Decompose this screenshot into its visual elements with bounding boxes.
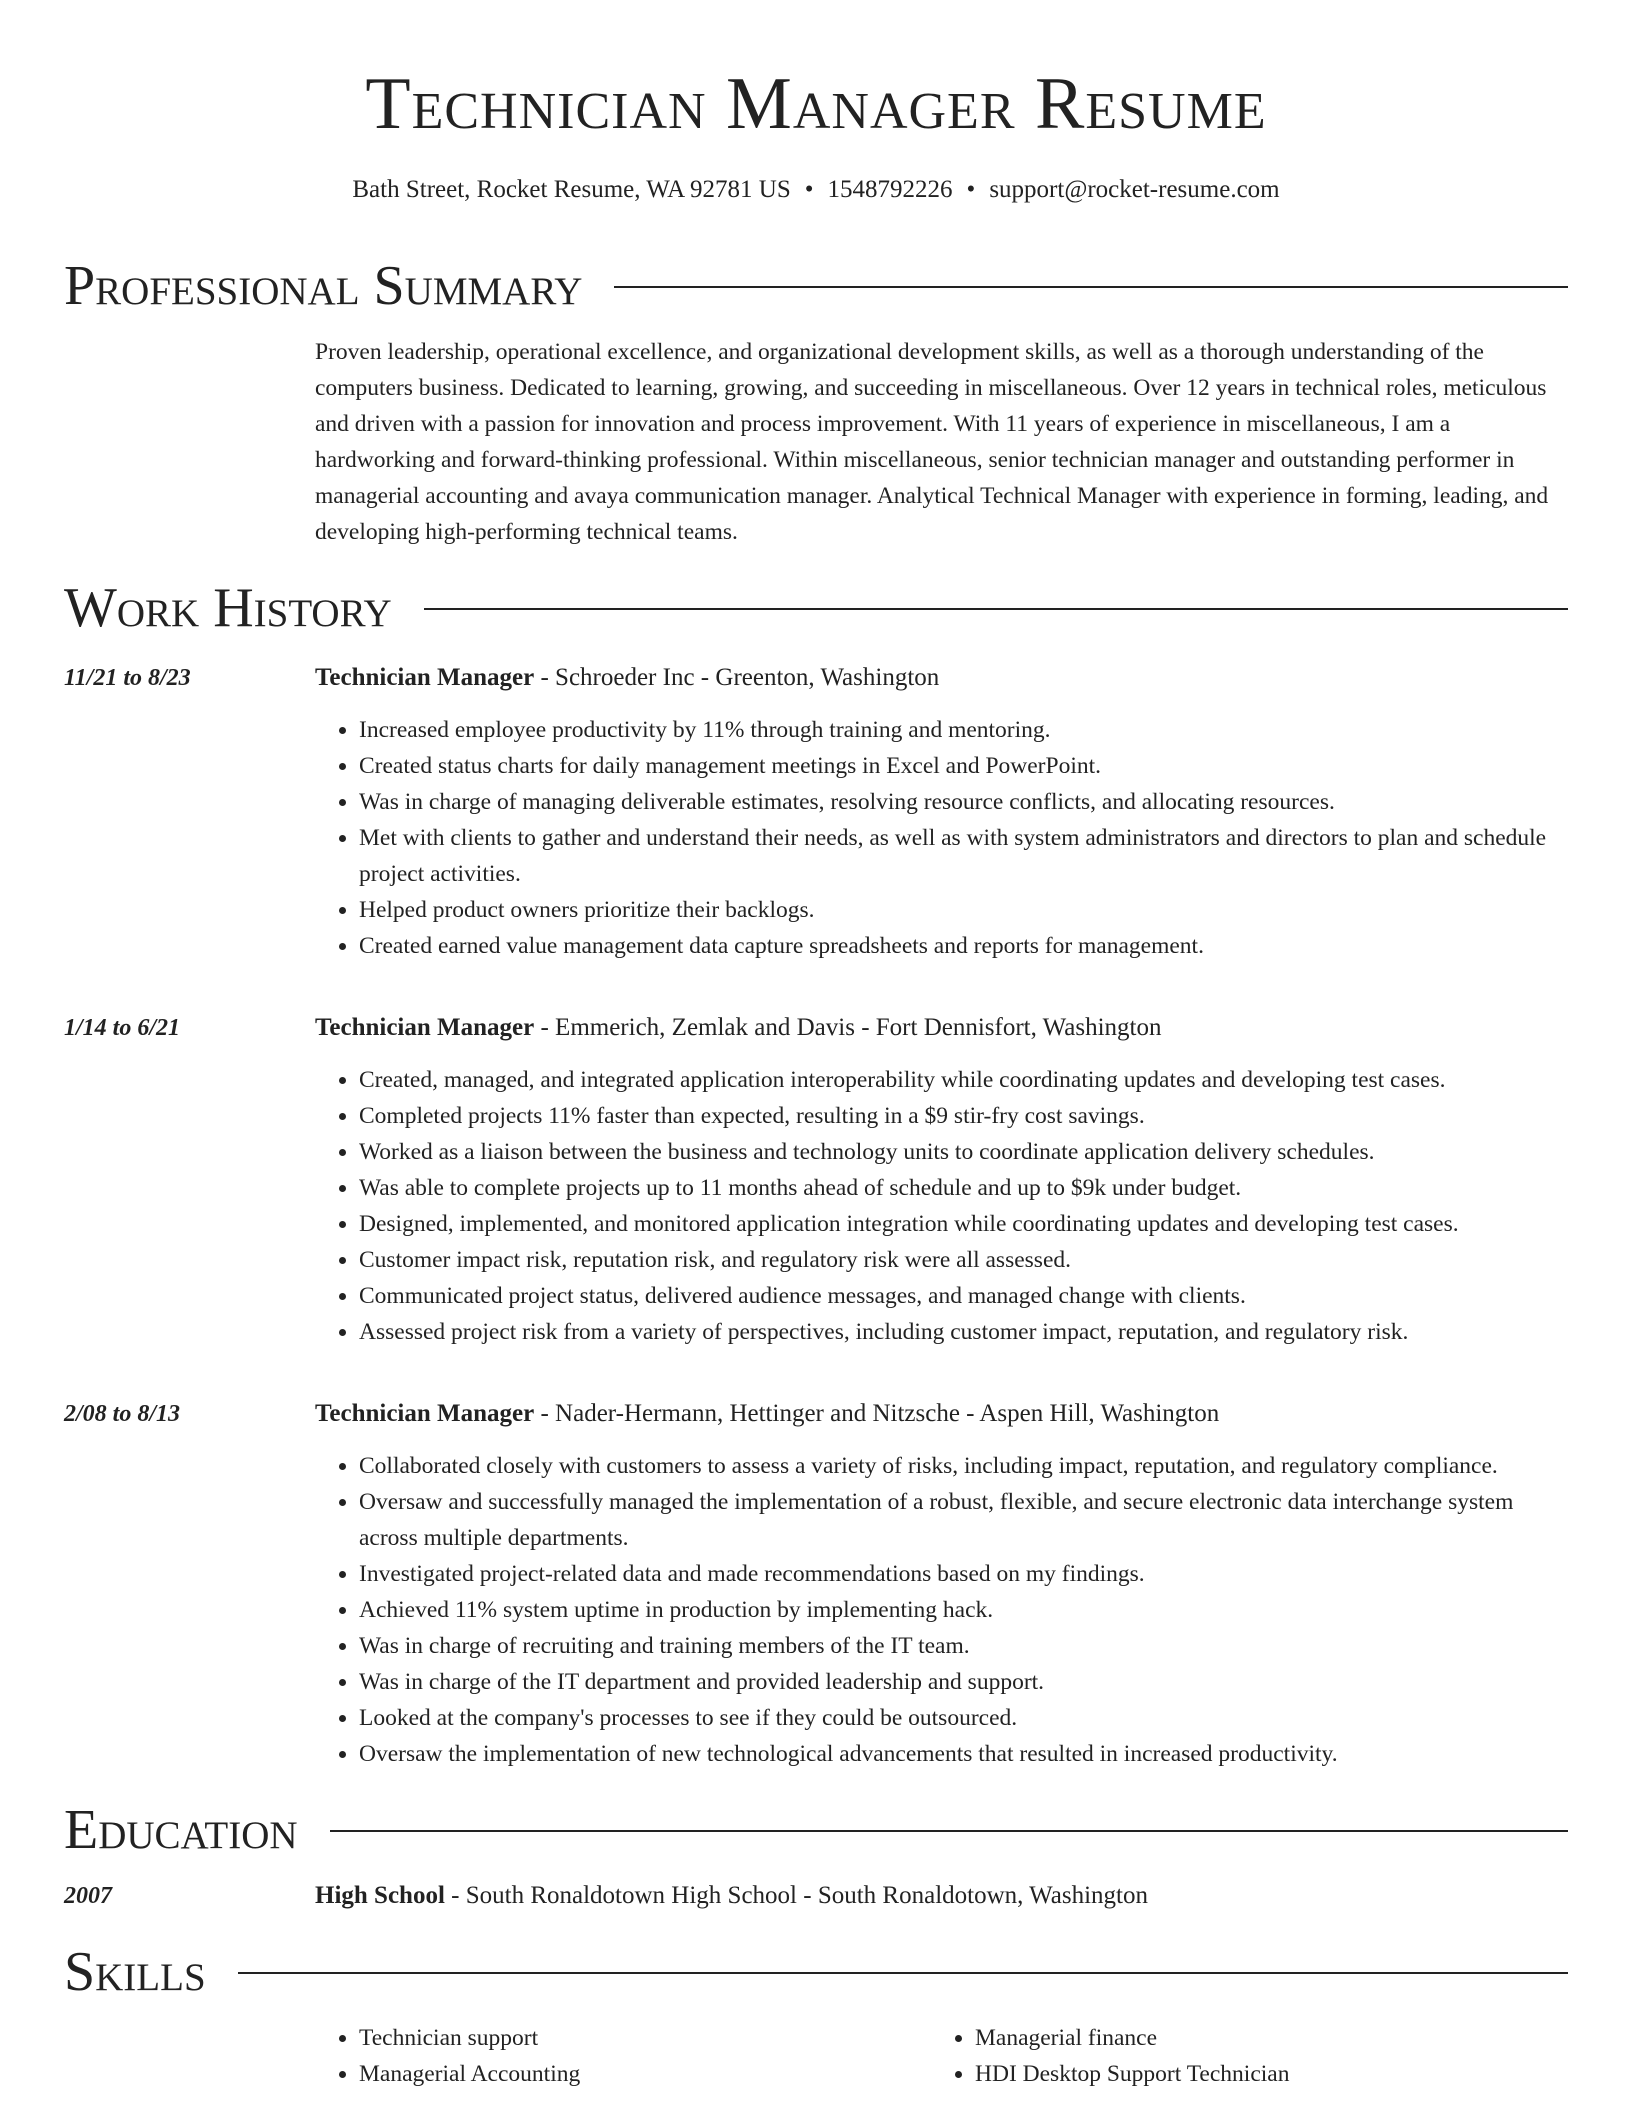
job-title: Technician Manager bbox=[315, 1400, 535, 1427]
job-bullet: • Created earned value management data capture spreadsheets and reports for management. bbox=[359, 928, 1568, 964]
skills-list bbox=[315, 2020, 1568, 2092]
section-divider bbox=[424, 608, 1568, 610]
education-details: - South Ronaldotown High School - South Ronaldotown, Washington bbox=[444, 1882, 1148, 1909]
job-details: - Nader-Hermann, Hettinger and Nitzsche - Aspen Hill, Washington bbox=[534, 1400, 1220, 1427]
skill-item: • Managerial Accounting bbox=[359, 2056, 931, 2092]
job-bullets bbox=[315, 1062, 1568, 1350]
job-entry bbox=[64, 1396, 1568, 1772]
job-title: Technician Manager bbox=[315, 1014, 535, 1041]
contact-address: Bath Street, Rocket Resume, WA 92781 US bbox=[352, 176, 791, 203]
contact-separator: • bbox=[966, 176, 976, 203]
education-section-header bbox=[64, 1800, 1568, 1860]
skills-section-header bbox=[64, 1942, 1568, 2002]
skills-heading: Skills bbox=[64, 1941, 206, 2003]
job-bullet: • Increased employee productivity by 11% through training and mentoring. bbox=[359, 712, 1568, 748]
skill-item: • Technician support bbox=[359, 2020, 931, 2056]
job-bullet: • Completed projects 11% faster than expected, resulting in a $9 stir-fry cost savings. bbox=[359, 1098, 1568, 1134]
skills-column-left bbox=[315, 2020, 931, 2092]
contact-line bbox=[64, 174, 1568, 206]
job-bullet: • Was in charge of the IT department and provided leadership and support. bbox=[359, 1664, 1568, 1700]
job-bullet: • Assessed project risk from a variety of perspectives, including customer impact, reputation, and regulatory risk. bbox=[359, 1314, 1568, 1350]
job-bullet: • Designed, implemented, and monitored application integration while coordinating updates and developing test cases. bbox=[359, 1206, 1568, 1242]
contact-email: support@rocket-resume.com bbox=[989, 176, 1280, 203]
summary-text: Proven leadership, operational excellence, and organizational development skills, as well as a thorough understanding of the computers business. Dedicated to learning, growing, and succeeding in miscellaneous. Over 12 years in technical roles, meticulous and driven with a passion for innovation and process improvement. With 11 years of experience in miscellaneous, I am a hardworking and forward-thinking professional. Within miscellaneous, senior technician manager and outstanding performer in managerial accounting and avaya communication manager. Analytical Technical Manager with experience in forming, leading, and developing high-performing technical teams. bbox=[315, 339, 1549, 545]
job-bullet: • Was in charge of managing deliverable estimates, resolving resource conflicts, and allocating resources. bbox=[359, 784, 1568, 820]
job-body bbox=[315, 660, 1568, 964]
section-divider bbox=[238, 1972, 1568, 1974]
job-header bbox=[315, 1396, 1568, 1432]
skill-item: • Managerial finance bbox=[975, 2020, 1547, 2056]
job-details: - Schroeder Inc - Greenton, Washington bbox=[534, 664, 940, 691]
job-bullets bbox=[315, 712, 1568, 964]
job-bullet: • Collaborated closely with customers to assess a variety of risks, including impact, reputation, and regulatory compliance. bbox=[359, 1448, 1568, 1484]
contact-phone: 1548792226 bbox=[827, 176, 953, 203]
summary-section-header bbox=[64, 256, 1568, 316]
section-divider bbox=[614, 286, 1568, 288]
summary-heading: Professional Summary bbox=[64, 255, 583, 317]
job-bullet: • Was able to complete projects up to 11 months ahead of schedule and up to $9k under budget. bbox=[359, 1170, 1568, 1206]
job-bullet: • Worked as a liaison between the business and technology units to coordinate application delivery schedules. bbox=[359, 1134, 1568, 1170]
job-bullet: • Investigated project-related data and made recommendations based on my findings. bbox=[359, 1556, 1568, 1592]
education-header bbox=[315, 1878, 1568, 1914]
job-dates: 11/21 to 8/23 bbox=[64, 665, 191, 691]
education-dates: 2007 bbox=[64, 1883, 112, 1909]
job-bullet: • Created status charts for daily management meetings in Excel and PowerPoint. bbox=[359, 748, 1568, 784]
job-bullet: • Customer impact risk, reputation risk, and regulatory risk were all assessed. bbox=[359, 1242, 1568, 1278]
job-bullet: • Was in charge of recruiting and training members of the IT team. bbox=[359, 1628, 1568, 1664]
education-body bbox=[315, 1878, 1568, 1914]
job-dates: 1/14 to 6/21 bbox=[64, 1015, 181, 1041]
work-heading: Work History bbox=[64, 577, 392, 639]
job-bullet: • Helped product owners prioritize their backlogs. bbox=[359, 892, 1568, 928]
job-header bbox=[315, 1010, 1568, 1046]
skill-item: • HDI Desktop Support Technician bbox=[975, 2056, 1547, 2092]
job-bullets bbox=[315, 1448, 1568, 1772]
skills-column-right bbox=[931, 2020, 1547, 2092]
job-entry bbox=[64, 660, 1568, 964]
job-bullet: • Communicated project status, delivered audience messages, and managed change with clients. bbox=[359, 1278, 1568, 1314]
education-entry bbox=[64, 1878, 1568, 1914]
job-bullet: • Oversaw and successfully managed the implementation of a robust, flexible, and secure electronic data interchange system across multiple departments. bbox=[359, 1484, 1568, 1556]
section-divider bbox=[330, 1830, 1568, 1832]
job-dates: 2/08 to 8/13 bbox=[64, 1401, 181, 1427]
job-bullet: • Met with clients to gather and understand their needs, as well as with system administrators and directors to plan and schedule project activities. bbox=[359, 820, 1568, 892]
job-body bbox=[315, 1396, 1568, 1772]
resume-page bbox=[64, 0, 1568, 2092]
job-header bbox=[315, 660, 1568, 696]
job-bullet: • Achieved 11% system uptime in production by implementing hack. bbox=[359, 1592, 1568, 1628]
education-degree: High School bbox=[315, 1882, 445, 1909]
job-bullet: • Oversaw the implementation of new technological advancements that resulted in increased productivity. bbox=[359, 1736, 1568, 1772]
job-bullet: • Looked at the company's processes to see if they could be outsourced. bbox=[359, 1700, 1568, 1736]
resume-title: Technician Manager Resume bbox=[365, 63, 1267, 145]
job-entry bbox=[64, 1010, 1568, 1350]
contact-separator: • bbox=[804, 176, 814, 203]
job-details: - Emmerich, Zemlak and Davis - Fort Dennisfort, Washington bbox=[534, 1014, 1162, 1041]
education-heading: Education bbox=[64, 1799, 298, 1861]
job-title: Technician Manager bbox=[315, 664, 535, 691]
job-body bbox=[315, 1010, 1568, 1350]
work-section-header bbox=[64, 578, 1568, 638]
job-bullet: • Created, managed, and integrated application interoperability while coordinating updates and developing test cases. bbox=[359, 1062, 1568, 1098]
